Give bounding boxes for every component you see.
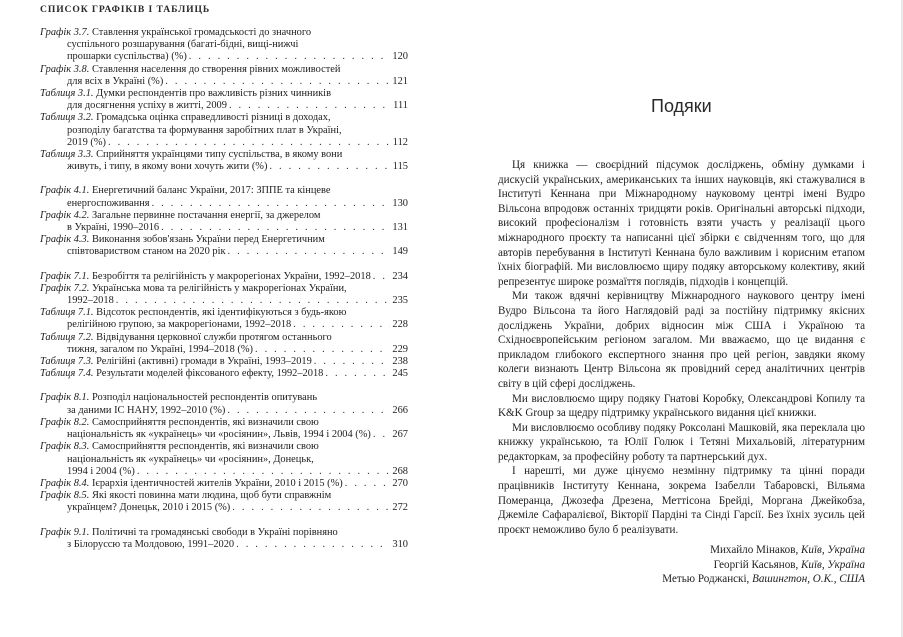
toc-entry [40,64,408,88]
toc-line [40,210,408,222]
toc-text [67,319,291,331]
toc-entry [40,478,408,490]
toc-text [40,185,330,196]
toc-line-text: 1992–2018 [67,295,114,307]
toc-line [40,149,408,161]
leader-dots [269,161,390,173]
toc-line-text: Думки респондентів про важливість різних чинників [96,88,331,100]
toc-text [40,64,340,75]
toc-text [40,234,325,245]
signature [662,543,865,558]
toc-text [67,502,230,514]
toc-text [40,307,346,318]
toc-line [40,368,408,380]
toc-entry [40,307,408,331]
toc-page-number: 131 [392,222,408,234]
toc-page-number: 267 [392,429,408,441]
toc-text [40,27,311,38]
toc-page-number: 234 [392,270,408,282]
toc-line-text: для досягнення успіху в житті, 2009 [67,100,227,112]
toc-line [40,185,408,197]
toc-page-number: 120 [392,51,408,63]
leader-dots [137,466,391,478]
toc-line-text: Політичні та громадянські свободи в Україні порівняно [91,526,338,538]
leader-dots [108,137,391,149]
toc-text [67,39,298,50]
toc-label: Таблиця 7.2. [40,331,94,343]
toc-page-number: 229 [392,343,408,355]
toc-page-number: 111 [393,100,408,112]
toc-text [40,441,319,452]
toc-page-number: 310 [392,538,408,550]
toc-line [40,392,408,404]
toc-line-text: Безробіття та релігійність у макрорегіонах України, 1992–2018 [91,270,371,282]
toc-line [40,295,408,307]
toc-text [40,88,331,99]
toc-label: Графік 3.7. [40,27,90,38]
toc-text [40,356,312,368]
ack-paragraph: І нарешті, ми дуже цінуємо незмінну підтримку та цінні поради працівників Інституту Кеннана, зокрема Ізабелли Табаровскі, Вільяма Померанца, Джозефа Дрезена, Меттісона Брейді, Моргана Джейкобза, Джеміле Сафаралієвої, Вікторії Пардіні та Сінді Гарсії. Без їхніх зусиль цей проєкт неможливо було б реалізувати. [498,465,865,536]
toc-line [40,198,408,210]
toc-text [67,161,267,173]
toc-line [40,454,408,466]
toc-label: Таблиця 7.3. [40,356,94,368]
toc-line [40,283,408,295]
toc-line [40,76,408,88]
toc-line-text: для всіх в Україні (%) [67,75,164,87]
toc-line-text: Ставлення української громадськості до значного [91,27,312,38]
leader-dots [228,246,391,258]
toc-entry [40,149,408,173]
leader-dots [189,51,391,63]
toc-text [40,271,371,283]
toc-text [40,332,332,343]
toc-entry [40,356,408,368]
toc-line [40,356,408,368]
signature-place: Київ, Україна [801,558,865,571]
leader-dots [373,271,391,283]
toc-line-text: Громадська оцінка справедливості різниці в доходах, [96,112,331,124]
toc-line-text: українцем? Донецьк, 2010 і 2015 (%) [67,502,231,514]
right-page [458,0,903,637]
toc-text [67,454,314,465]
toc-label: Графік 4.2. [40,209,90,221]
toc-line [40,27,408,39]
toc-text [67,51,187,63]
toc-label: Таблиця 7.4. [40,368,94,380]
toc-page-number: 235 [392,295,408,307]
toc-line [40,417,408,429]
toc-line [40,161,408,173]
toc-entry [40,332,408,356]
toc-page-number: 130 [392,197,408,209]
toc-line-text: релігійною групою, за макрорегіонами, 1992–2018 [67,319,292,331]
toc-entry [40,368,408,380]
running-head: СПИСОК ГРАФІКІВ І ТАБЛИЦЬ [40,4,211,15]
toc-line [40,441,408,453]
toc-page-number: 238 [392,356,408,368]
toc-text [67,539,234,551]
signatures [662,543,865,587]
signature-place: Київ, Україна [801,544,865,556]
toc-line [40,271,408,283]
toc-text [40,490,331,501]
left-page [0,0,445,637]
toc-line-text: суспільного розшарування (багаті-бідні, вищі-нижчі [67,39,299,51]
toc-label: Таблиця 3.2. [40,112,94,124]
toc-line [40,466,408,478]
leader-dots [373,429,391,441]
ack-paragraph: Ми висловлюємо щиру подяку Гнатові Коробку, Олександрові Копилу та K&K Group за щедру підтримку українського видання цієї книжки. [498,392,865,420]
toc-page-number: 228 [392,319,408,331]
toc-line [40,51,408,63]
ack-paragraph: Ми висловлюємо особливу подяку Роксолані Машковій, яка переклала цю книжку українською, та Юлії Голюк і Тетяні Михальовій, літературним редакторкам, за професійну роботу та партнерський дух. [498,421,865,463]
toc-line [40,88,408,100]
toc-line [40,539,408,551]
toc-list [40,27,408,551]
leader-dots [227,405,390,417]
toc-line [40,478,408,490]
toc-line-text: Самосприйняття респондентів, які визначили свою [91,441,319,453]
toc-line-text: Українська мова та релігійність у макрорегіонах України, [91,282,347,294]
toc-line [40,100,408,112]
toc-page-number: 121 [392,75,408,87]
toc-line-text: живуть, і типу, в якому вони хочуть жити (%) [67,161,268,173]
toc-text [67,222,159,234]
toc-page-number: 272 [392,502,408,514]
signature [662,572,865,587]
leader-dots [116,295,391,307]
toc-line [40,307,408,319]
toc-line-text: національність як «українець» чи «росіянин», Донецьк, [67,453,314,465]
toc-text [67,198,150,210]
toc-line-text: за даними ІС НАНУ, 1992–2010 (%) [67,404,226,416]
signature-name: Георгій Касьянов, [713,558,799,571]
toc-line-text: Результати моделей фіксованого ефекту, 1992–2018 [96,368,324,380]
signature-place: Вашингтон, О.К., США [752,573,865,586]
toc-line-text: розподілу багатства та формування заробітних плат в Україні, [67,124,342,136]
toc-line [40,527,408,539]
toc-entry [40,27,408,64]
toc-label: Графік 4.1. [40,185,90,197]
toc-entry [40,490,408,514]
toc-page-number: 268 [392,465,408,477]
toc-label: Графік 4.3. [40,234,90,246]
toc-label: Графік 8.3. [40,441,90,453]
toc-line [40,490,408,502]
toc-page-number: 149 [392,246,408,258]
leader-dots [232,502,390,514]
toc-text [67,405,225,417]
toc-line [40,319,408,331]
toc-line [40,246,408,258]
toc-line [40,405,408,417]
toc-line [40,502,408,514]
toc-line [40,64,408,76]
toc-label: Графік 3.8. [40,63,90,75]
toc-line-text: Енергетичний баланс України, 2017: ЗППЕ та кінцеве [91,185,331,197]
toc-line [40,222,408,234]
toc-line-text: Які якості повинна мати людина, щоб бути справжнім [91,490,332,502]
toc-line-text: Самосприйняття респондентів, які визначили свою [91,416,319,428]
toc-label: Таблиця 7.1. [40,307,94,319]
toc-entry [40,283,408,307]
toc-line-text: співтовариством станом на 2020 рік [67,246,226,258]
toc-text [67,246,226,258]
signature-name: Михайло Мінаков, [710,544,799,556]
toc-line-text: тижня, загалом по Україні, 1994–2018 (%) [67,343,253,355]
toc-line-text: прошарки суспільства) (%) [67,51,187,63]
ack-paragraph: Ця книжка — своєрідний підсумок досліджень, обміну думками і дискусій українських, американських та інших науковців, які стажувалися в Інституті Кеннана при Міжнародному науковому центрі імені Вудро Вільсона впродовж останніх тридцяти років. Оригінальні авторські підходи, високий професіоналізм і готовність взяти участь у реалізації цього міжнародного проєкту та написанні цієї збірки є свідченням того, що для авторів перебування в Інституті Кеннана було важливим і корисним етапом їхніх біографій. Ми висловлюємо щиру подяку авторському колективу, який репрезентує широке розмаїття поглядів, підходів і концепцій. [498,159,865,288]
toc-page-number: 266 [392,404,408,416]
leader-dots [229,100,391,112]
toc-text [40,417,319,428]
leader-dots [255,344,390,356]
toc-line [40,112,408,124]
leader-dots [314,356,391,368]
toc-label: Графік 8.1. [40,392,90,404]
toc-line [40,429,408,441]
toc-entry [40,392,408,416]
toc-label: Графік 9.1. [40,526,90,538]
toc-entry [40,88,408,112]
toc-line-text: Виконання зобов'язань України перед Енергетичним [91,234,325,246]
signature-name: Метью Роджанскі, [662,573,750,586]
toc-line-text: Ставлення населення до створення рівних можливостей [91,63,341,75]
toc-text [67,466,135,478]
leader-dots [161,222,390,234]
toc-line-text: 2019 (%) [67,136,106,148]
toc-line-text: з Білоруссю та Молдовою, 1991–2020 [67,538,235,550]
toc-line-text: енергоспоживання [67,197,150,209]
ack-paragraph: Ми також вдячні керівництву Міжнародного наукового центру імені Вудро Вільсона та його Наглядовій раді за постійну підтримку якісних досліджень України, добрих відносин між США і Україною та Східноєвропейським регіоном загалом. Ми вважаємо, що це видання є прикладом глибокого експертного знання про цей регіон, завдяки якому колеги визнають Центр Вільсона як провідний серед аналітичних центрів світу в цій сфері досліджень. [498,290,865,390]
signature [662,558,865,573]
toc-label: Графік 7.2. [40,282,90,294]
toc-entry [40,527,408,551]
toc-text [67,76,163,88]
toc-line [40,137,408,149]
toc-page-number: 115 [392,161,408,173]
toc-line [40,234,408,246]
leader-dots [345,478,391,490]
leader-dots [152,198,391,210]
toc-text [67,137,106,149]
toc-label: Таблиця 3.1. [40,88,94,100]
toc-text [67,344,253,356]
toc-line-text: Розподіл національностей респондентів опитувань [91,392,318,404]
leader-dots [293,319,390,331]
toc-text [40,392,317,403]
toc-text [67,429,371,441]
toc-label: Графік 8.5. [40,490,90,502]
toc-line-text: 1994 і 2004 (%) [67,465,135,477]
toc-text [67,295,114,307]
toc-entry [40,234,408,258]
toc-text [67,125,342,136]
leader-dots [325,368,390,380]
toc-entry [40,112,408,149]
toc-line-text: Загальне первинне постачання енергії, за джерелом [91,209,321,221]
toc-entry [40,185,408,209]
toc-line-text: Відвідування церковної служби протягом останнього [96,331,332,343]
toc-entry [40,417,408,441]
toc-label: Графік 8.4. [40,477,90,489]
toc-entry [40,271,408,283]
toc-label: Графік 7.1. [40,270,90,282]
toc-text [40,149,342,160]
toc-line-text: в Україні, 1990–2016 [67,222,160,234]
toc-entry [40,441,408,478]
toc-entry [40,210,408,234]
toc-text [40,112,331,123]
toc-line [40,125,408,137]
toc-line-text: Відсоток респондентів, які ідентифікуються з будь-якою [96,307,347,319]
acknowledgements-title: Подяки [651,96,712,116]
toc-page-number: 112 [392,136,408,148]
toc-line-text: Сприйняття українцями типу суспільства, в якому вони [96,149,343,161]
toc-line-text: національність як «українець» чи «росіянин», Львів, 1994 і 2004 (%) [67,429,371,441]
leader-dots [236,539,390,551]
toc-text [40,210,320,221]
toc-page-number: 245 [392,368,408,380]
toc-label: Графік 8.2. [40,416,90,428]
toc-line [40,39,408,51]
toc-text [40,527,338,538]
toc-label: Таблиця 3.3. [40,149,94,161]
toc-text [40,283,347,294]
toc-text [40,478,343,490]
leader-dots [165,76,390,88]
toc-text [40,368,323,380]
toc-line-text: Ієрархія ідентичностей жителів України, 2010 і 2015 (%) [91,477,343,489]
toc-line [40,344,408,356]
toc-line [40,332,408,344]
acknowledgements-body [498,158,865,537]
toc-text [67,100,227,112]
toc-line-text: Релігійні (активні) громади в Україні, 1993–2019 [96,356,312,368]
toc-page-number: 270 [392,477,408,489]
